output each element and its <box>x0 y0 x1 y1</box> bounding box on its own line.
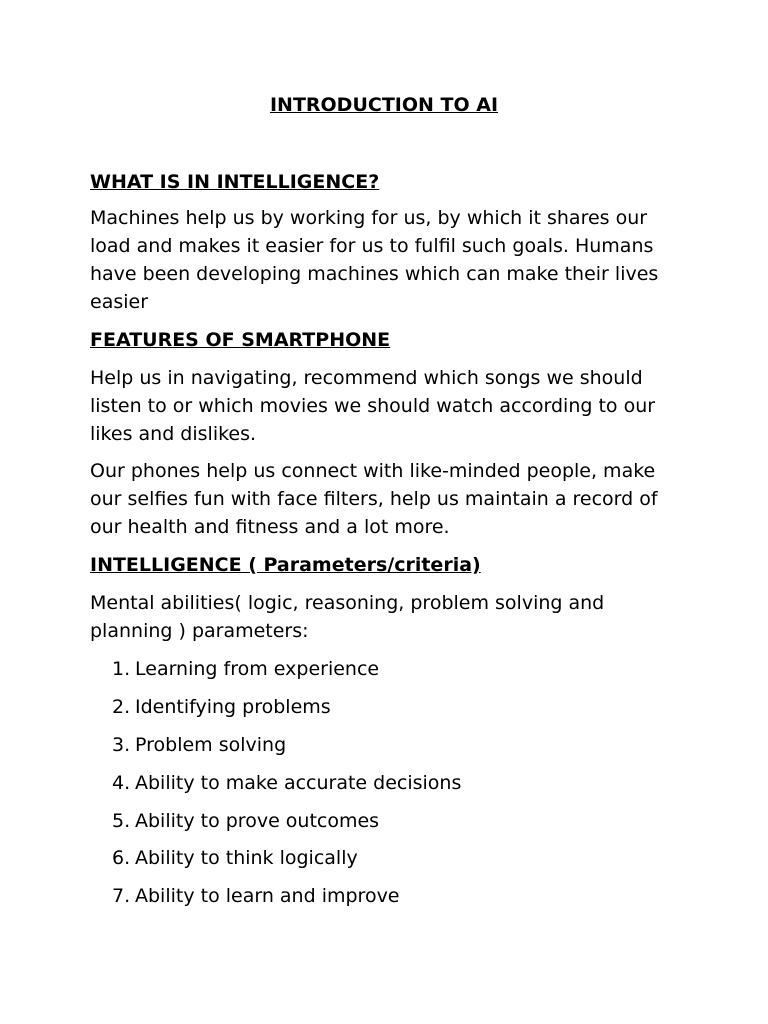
paragraph-phones: Our phones help us connect with like-minded people, make our selfies fun with face filters, help us maintain a record of our health and fitness and a lot more. <box>90 460 658 538</box>
list-item-text: Ability to learn and improve <box>135 885 400 908</box>
list-item <box>90 694 690 732</box>
list-item-number: 3. <box>112 733 131 756</box>
section-heading-what-is-intelligence: WHAT IS IN INTELLIGENCE? <box>90 171 380 193</box>
list-item-number: 4. <box>112 771 131 794</box>
list-item-text: Ability to prove outcomes <box>135 809 380 832</box>
list-item-text: Ability to think logically <box>135 847 358 870</box>
paragraph-navigating: Help us in navigating, recommend which songs we should listen to or which movies we should watch according to our likes and dislikes. <box>90 367 656 445</box>
list-item-text: Problem solving <box>135 733 287 756</box>
parameters-list <box>90 656 690 921</box>
list-item-text: Identifying problems <box>135 695 331 718</box>
list-item <box>90 808 690 846</box>
document-title: INTRODUCTION TO AI <box>269 94 499 116</box>
list-item-number: 5. <box>112 809 131 832</box>
list-item-number: 1. <box>112 658 131 680</box>
list-item <box>90 732 690 770</box>
list-item-text: Ability to make accurate decisions <box>135 771 462 794</box>
section-heading-intelligence-parameters: INTELLIGENCE ( Parameters/criteria) <box>90 554 481 576</box>
list-item-number: 6. <box>112 847 131 870</box>
section-heading-features-of-smartphone: FEATURES OF SMARTPHONE <box>90 329 391 351</box>
list-item-text: Learning from experience <box>135 658 380 680</box>
list-item-number: 2. <box>112 695 131 718</box>
list-item <box>90 770 690 808</box>
paragraph-mental-abilities: Mental abilities( logic, reasoning, problem solving and planning ) parameters: <box>90 592 605 642</box>
list-item <box>90 656 690 694</box>
paragraph-machines: Machines help us by working for us, by which it shares our load and makes it easier for us to fulfil such goals. Humans have been developing machines which can make their lives easier <box>90 207 659 313</box>
list-item-number: 7. <box>112 885 131 908</box>
list-item <box>90 883 690 921</box>
list-item <box>90 845 690 883</box>
